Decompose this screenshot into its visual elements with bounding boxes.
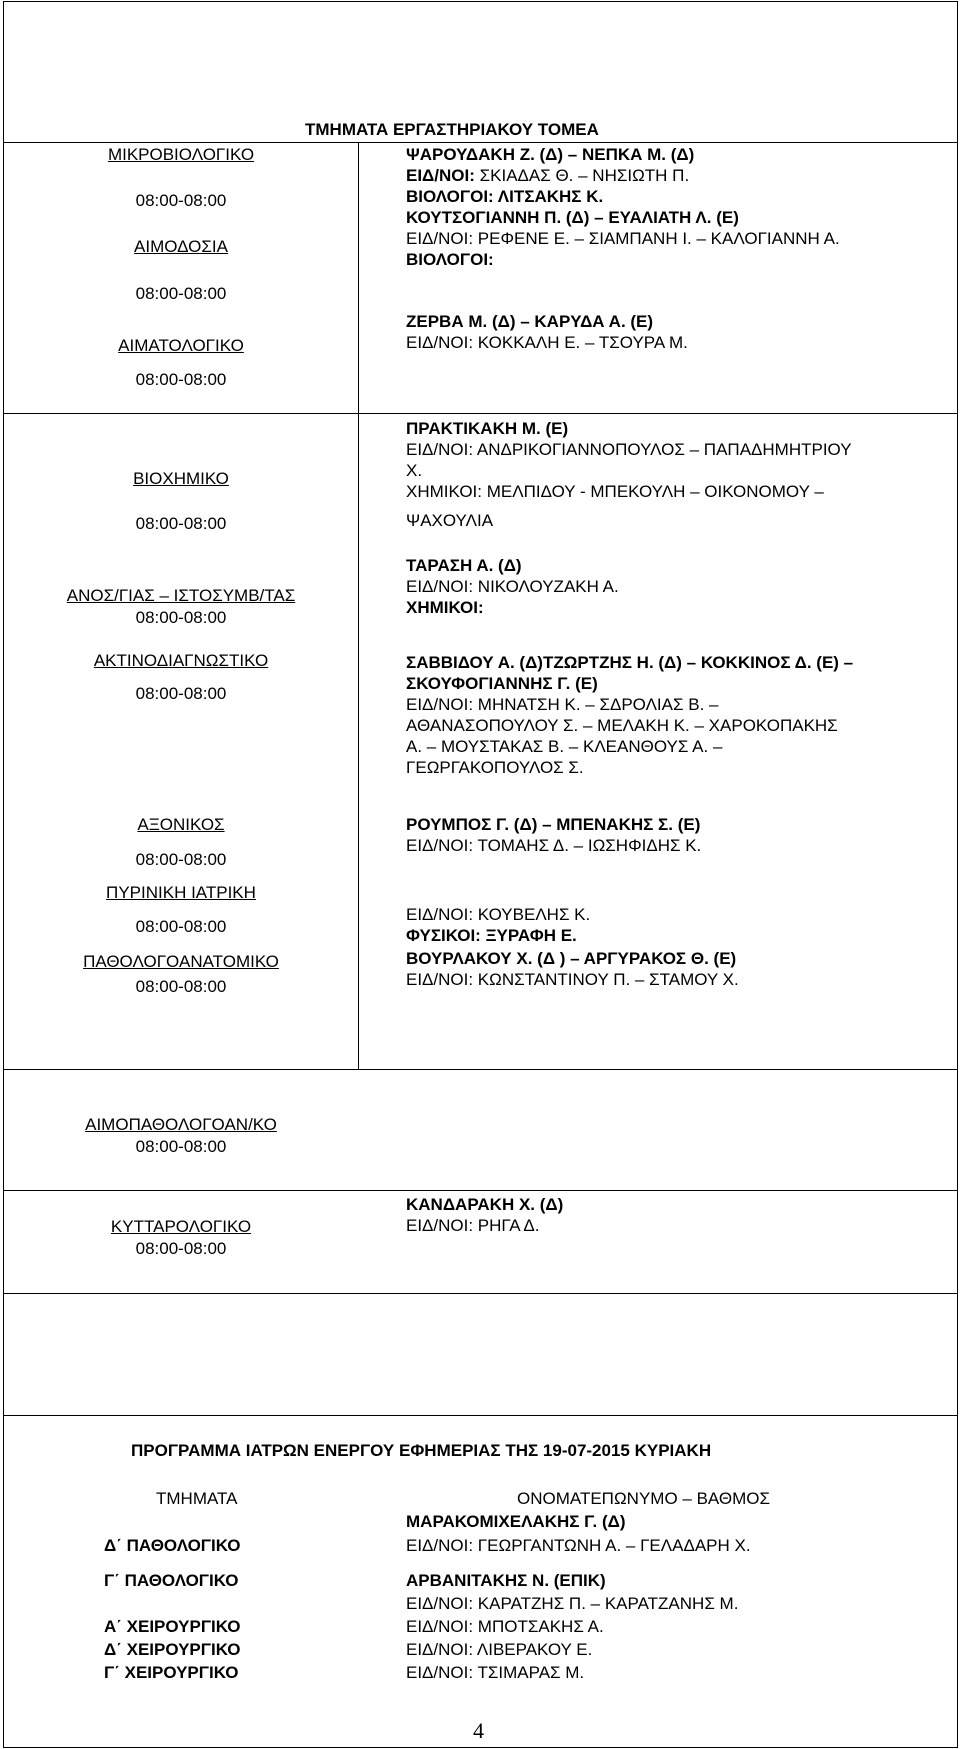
dept-time: 08:00-08:00 [135, 977, 227, 996]
col-header-name: ΟΝΟΜΑΤΕΠΩΝΥΜΟ – ΒΑΘΜΟΣ [517, 1489, 771, 1508]
dept-mikrobiologiko: ΜΙΚΡΟΒΙΟΛΟΓΙΚΟ [107, 145, 255, 164]
dept-time: 08:00-08:00 [135, 1239, 227, 1258]
staff-line: ΤΑΡΑΣΗ Α. (Δ) [406, 556, 522, 575]
staff-line: ΕΙΔ/ΝΟΙ: ΝΙΚΟΛΟΥΖΑΚΗ Α. [406, 577, 619, 596]
dept-time: 08:00-08:00 [135, 284, 227, 303]
program-dept: Α΄ ΧΕΙΡΟΥΡΓΙΚΟ [104, 1617, 241, 1636]
dept-time: 08:00-08:00 [135, 684, 227, 703]
row-separator [4, 413, 957, 414]
dept-aimopathologoan: ΑΙΜΟΠΑΘΟΛΟΓΟΑΝ/ΚΟ [85, 1115, 277, 1134]
staff-line: ΒΙΟΛΟΓΟΙ: [406, 250, 494, 269]
staff-line: ΧΗΜΙΚΟΙ: [406, 598, 484, 617]
table-divider [358, 142, 359, 1069]
row-separator [4, 1293, 957, 1294]
staff-line: Α. – ΜΟΥΣΤΑΚΑΣ Β. – ΚΛΕΑΝΘΟΥΣ Α. – [406, 737, 723, 756]
program-title: ΠΡΟΓΡΑΜΜΑ ΙΑΤΡΩΝ ΕΝΕΡΓΟΥ ΕΦΗΜΕΡΙΑΣ ΤΗΣ 19-07-2015 ΚΥΡΙΑΚΗ [131, 1441, 712, 1460]
dept-aimodosia: ΑΙΜΟΔΟΣΙΑ [134, 237, 228, 256]
program-dept: Δ΄ ΠΑΘΟΛΟΓΙΚΟ [104, 1536, 241, 1555]
row-separator [4, 1069, 957, 1070]
staff-line: Χ. [406, 461, 423, 480]
staff-line: ΕΙΔ/ΝΟΙ: ΚΟΚΚΑΛΗ Ε. – ΤΣΟΥΡΑ Μ. [406, 333, 688, 352]
dept-kyttarologiko: ΚΥΤΤΑΡΟΛΟΓΙΚΟ [110, 1217, 252, 1236]
staff-line: ΨΑΡΟΥΔΑΚΗ Ζ. (Δ) – ΝΕΠΚΑ Μ. (Δ) [406, 145, 695, 164]
program-name: ΕΙΔ/ΝΟΙ: ΤΣΙΜΑΡΑΣ Μ. [406, 1663, 585, 1682]
dept-anosologias: ΑΝΟΣ/ΓΙΑΣ – ΙΣΤΟΣΥΜΒ/ΤΑΣ [66, 586, 296, 605]
staff-line: ΚΟΥΤΣΟΓΙΑΝΝΗ Π. (Δ) – ΕΥΑΛΙΑΤΗ Λ. (Ε) [406, 208, 739, 227]
program-name: ΕΙΔ/ΝΟΙ: ΓΕΩΡΓΑΝΤΩΝΗ Α. – ΓΕΛΑΔΑΡΗ Χ. [406, 1536, 751, 1555]
dept-aimatologiko: ΑΙΜΑΤΟΛΟΓΙΚΟ [118, 336, 244, 355]
staff-line: ΧΗΜΙΚΟΙ: ΜΕΛΠΙΔΟΥ - ΜΠΕΚΟΥΛΗ – ΟΙΚΟΝΟΜΟΥ – [406, 482, 824, 501]
program-dept: Γ΄ ΠΑΘΟΛΟΓΙΚΟ [104, 1571, 239, 1590]
staff-line: ΣΚΟΥΦΟΓΙΑΝΝΗΣ Γ. (Ε) [406, 674, 598, 693]
staff-line: ΕΙΔ/ΝΟΙ: ΣΚΙΑΔΑΣ Θ. – ΝΗΣΙΩΤΗ Π. [406, 166, 690, 185]
program-name: ΕΙΔ/ΝΟΙ: ΜΠΟΤΣΑΚΗΣ Α. [406, 1617, 604, 1636]
page-number: 4 [473, 1718, 484, 1743]
program-name: ΕΙΔ/ΝΟΙ: ΚΑΡΑΤΖΗΣ Π. – ΚΑΡΑΤΖΑΝΗΣ Μ. [406, 1594, 739, 1613]
row-separator [4, 1190, 957, 1191]
program-top-rule [4, 1415, 957, 1416]
dept-time: 08:00-08:00 [135, 850, 227, 869]
staff-line: ΕΙΔ/ΝΟΙ: ΚΩΝΣΤΑΝΤΙΝΟΥ Π. – ΣΤΑΜΟΥ Χ. [406, 970, 739, 989]
staff-line: ΖΕΡΒΑ Μ. (Δ) – ΚΑΡΥΔΑ Α. (Ε) [406, 312, 654, 331]
staff-line: ΕΙΔ/ΝΟΙ: ΤΟΜΑΗΣ Δ. – ΙΩΣΗΦΙΔΗΣ Κ. [406, 836, 702, 855]
staff-line: ΕΙΔ/ΝΟΙ: ΜΗΝΑΤΣΗ Κ. – ΣΔΡΟΛΙΑΣ Β. – [406, 695, 719, 714]
dept-pyriniki: ΠΥΡΙΝΙΚΗ ΙΑΤΡΙΚΗ [106, 883, 256, 902]
dept-time: 08:00-08:00 [135, 917, 227, 936]
staff-line: ΑΘΑΝΑΣΟΠΟΥΛΟΥ Σ. – ΜΕΛΑΚΗ Κ. – ΧΑΡΟΚΟΠΑΚΗΣ [406, 716, 838, 735]
program-name: ΜΑΡΑΚΟΜΙΧΕΛΑΚΗΣ Γ. (Δ) [406, 1512, 626, 1531]
staff-line: ΕΙΔ/ΝΟΙ: ΡΕΦΕΝΕ Ε. – ΣΙΑΜΠΑΝΗ Ι. – ΚΑΛΟΓΙΑΝΝΗ Α. [406, 229, 840, 248]
dept-time: 08:00-08:00 [135, 608, 227, 627]
staff-line: ΚΑΝΔΑΡΑΚΗ Χ. (Δ) [406, 1195, 564, 1214]
section-title: ΤΜΗΜΑΤΑ ΕΡΓΑΣΤΗΡΙΑΚΟΥ ΤΟΜΕΑ [305, 120, 599, 139]
staff-line: ΣΑΒΒΙΔΟΥ Α. (Δ)ΤΖΩΡΤΖΗΣ Η. (Δ) – ΚΟΚΚΙΝΟΣ Δ. (Ε) – [406, 653, 854, 672]
staff-line: ΡΟΥΜΠΟΣ Γ. (Δ) – ΜΠΕΝΑΚΗΣ Σ. (Ε) [406, 815, 701, 834]
table-top-rule [4, 142, 957, 143]
dept-pathologoanatomiko: ΠΑΘΟΛΟΓΟΑΝΑΤΟΜΙΚΟ [83, 952, 279, 971]
staff-line: ΨΑΧΟΥΛΙΑ [406, 511, 494, 530]
staff-line: ΕΙΔ/ΝΟΙ: ΑΝΔΡΙΚΟΓΙΑΝΝΟΠΟΥΛΟΣ – ΠΑΠΑΔΗΜΗΤΡΙΟΥ [406, 440, 852, 459]
dept-axonikos: ΑΞΟΝΙΚΟΣ [137, 815, 225, 834]
col-header-dept: ΤΜΗΜΑΤΑ [156, 1489, 238, 1508]
dept-time: 08:00-08:00 [135, 191, 227, 210]
staff-line: ΠΡΑΚΤΙΚΑΚΗ Μ. (Ε) [406, 419, 569, 438]
staff-line: ΦΥΣΙΚΟΙ: ΞΥΡΑΦΗ Ε. [406, 926, 577, 945]
program-dept: Δ΄ ΧΕΙΡΟΥΡΓΙΚΟ [104, 1640, 241, 1659]
dept-time: 08:00-08:00 [135, 1137, 227, 1156]
dept-biochimiko: ΒΙΟΧΗΜΙΚΟ [133, 469, 229, 488]
staff-line: ΕΙΔ/ΝΟΙ: ΚΟΥΒΕΛΗΣ Κ. [406, 905, 591, 924]
dept-time: 08:00-08:00 [135, 370, 227, 389]
program-name: ΑΡΒΑΝΙΤΑΚΗΣ Ν. (ΕΠΙΚ) [406, 1571, 606, 1590]
dept-aktinodiagnostiko: ΑΚΤΙΝΟΔΙΑΓΝΩΣΤΙΚΟ [93, 651, 269, 670]
staff-line: ΕΙΔ/ΝΟΙ: ΡΗΓΑ Δ. [406, 1216, 540, 1235]
program-name: ΕΙΔ/ΝΟΙ: ΛΙΒΕΡΑΚΟΥ Ε. [406, 1640, 593, 1659]
staff-line: ΒΙΟΛΟΓΟΙ: ΛΙΤΣΑΚΗΣ Κ. [406, 187, 604, 206]
staff-names: ΣΚΙΑΔΑΣ Θ. – ΝΗΣΙΩΤΗ Π. [479, 166, 690, 185]
staff-line: ΒΟΥΡΛΑΚΟΥ Χ. (Δ ) – ΑΡΓΥΡΑΚΟΣ Θ. (Ε) [406, 949, 737, 968]
staff-line: ΓΕΩΡΓΑΚΟΠΟΥΛΟΣ Σ. [406, 758, 584, 777]
dept-time: 08:00-08:00 [135, 514, 227, 533]
program-dept: Γ΄ ΧΕΙΡΟΥΡΓΙΚΟ [104, 1663, 239, 1682]
